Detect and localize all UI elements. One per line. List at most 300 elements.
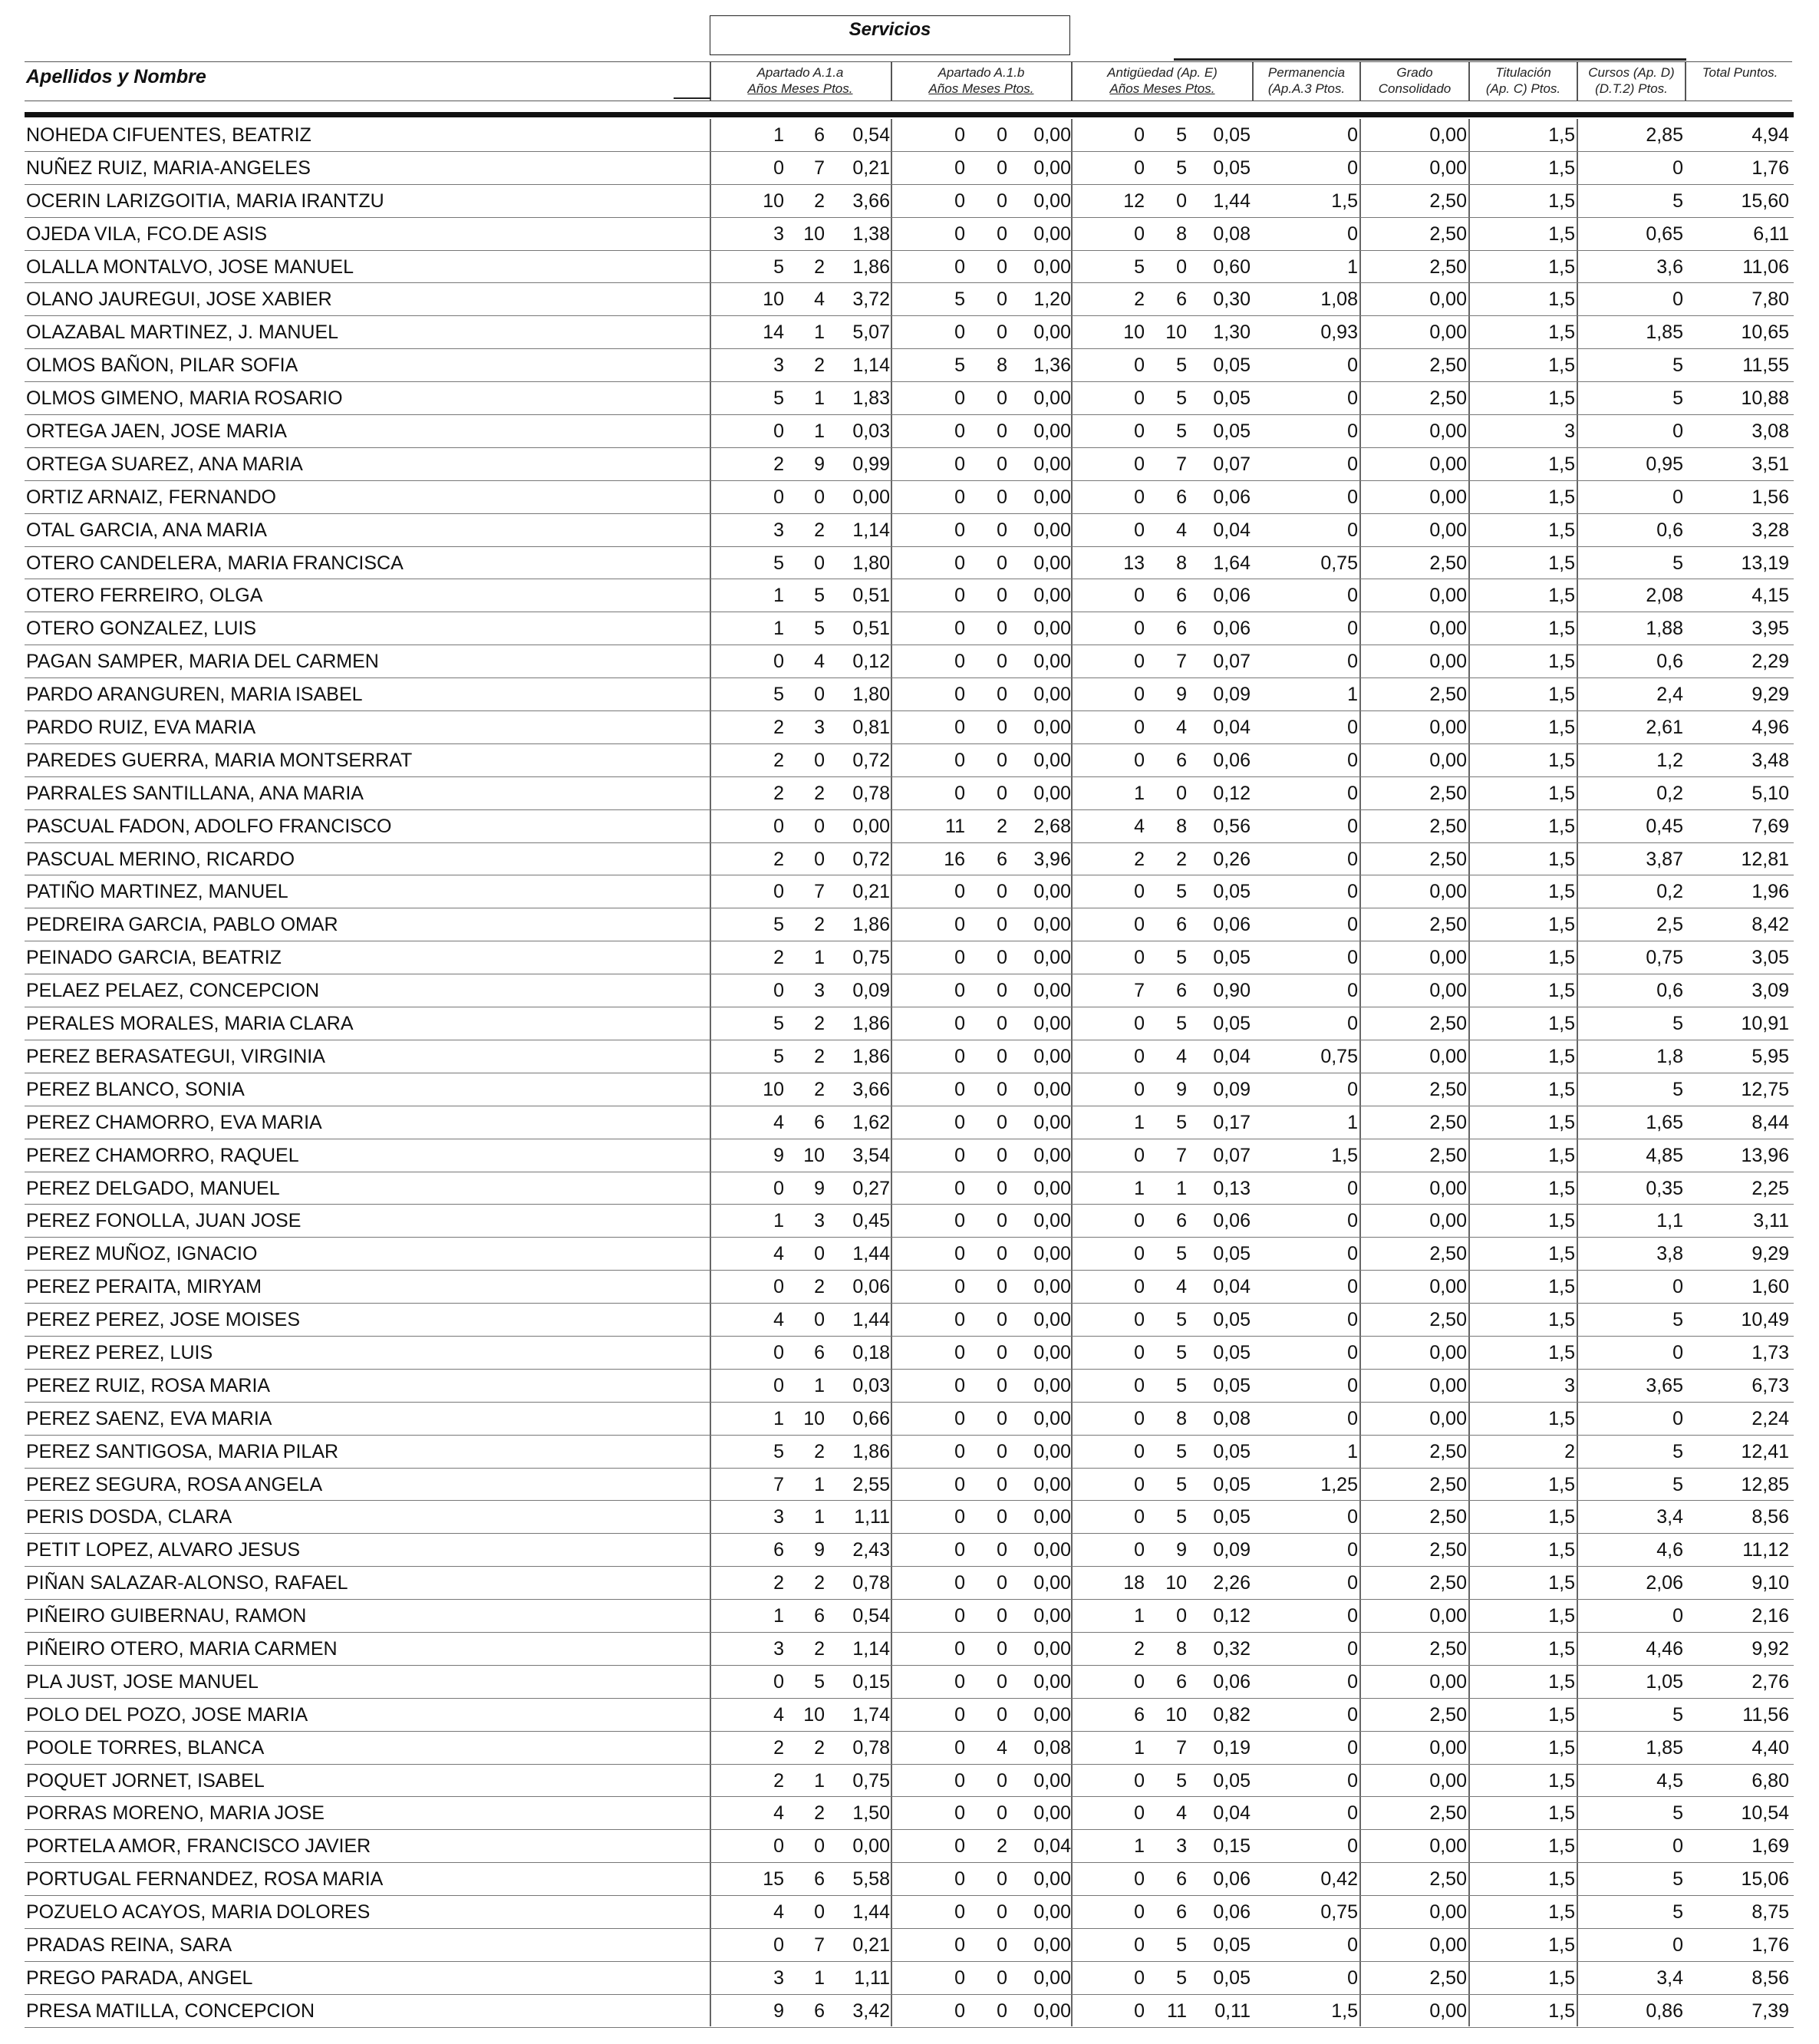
cell-cursos: 0: [1672, 1407, 1683, 1429]
cell-antig-ptos: 0,05: [1213, 1506, 1251, 1528]
cell-total: 8,42: [1751, 914, 1789, 936]
cell-antig-ptos: 0,05: [1213, 1243, 1251, 1265]
header-line-2: Consolidado: [1378, 81, 1452, 96]
cell-titulacion: 1,5: [1548, 453, 1575, 475]
cell-a1b-meses: 0: [997, 1341, 1007, 1363]
cell-nombre: PEINADO GARCIA, BEATRIZ: [26, 947, 282, 969]
cell-cursos: 2,08: [1646, 585, 1683, 607]
cell-grado: 0,00: [1429, 1769, 1467, 1792]
cell-permanencia: 0,75: [1320, 1045, 1358, 1067]
cell-grado: 0,00: [1429, 1736, 1467, 1759]
cell-antig-ptos: 0,11: [1214, 1999, 1251, 2022]
cell-total: 3,09: [1751, 980, 1789, 1002]
cell-total: 8,56: [1751, 1506, 1789, 1528]
cell-a1b-anos: 0: [954, 190, 965, 212]
cell-grado: 2,50: [1429, 1144, 1467, 1166]
cell-cursos: 0: [1672, 1605, 1683, 1627]
cell-a1a-anos: 2: [773, 848, 784, 870]
cell-a1a-ptos: 5,58: [852, 1868, 890, 1891]
cell-titulacion: 1,5: [1548, 157, 1575, 179]
cell-a1b-ptos: 0,00: [1033, 1802, 1071, 1825]
cell-permanencia: 0: [1347, 519, 1358, 541]
cell-a1a-meses: 5: [814, 1670, 825, 1693]
cell-a1a-anos: 0: [773, 651, 784, 673]
cell-nombre: PASCUAL MERINO, RICARDO: [26, 848, 295, 870]
cell-a1a-ptos: 0,78: [852, 1736, 890, 1759]
cell-a1b-anos: 0: [954, 914, 965, 936]
table-row: [25, 1666, 1794, 1699]
cell-a1a-anos: 2: [773, 717, 784, 739]
cell-nombre: PORRAS MORENO, MARIA JOSE: [26, 1802, 325, 1825]
cell-total: 8,44: [1751, 1111, 1789, 1133]
cell-antig-meses: 5: [1176, 1440, 1187, 1462]
column-header-cursos: [1580, 64, 1683, 97]
cell-antig-meses: 6: [1176, 980, 1187, 1002]
cell-a1b-meses: 4: [997, 1736, 1007, 1759]
cell-permanencia: 0: [1347, 354, 1358, 377]
cell-antig-meses: 7: [1176, 1144, 1187, 1166]
cell-antig-meses: 5: [1176, 1769, 1187, 1792]
cell-a1a-anos: 4: [773, 1309, 784, 1331]
cell-a1a-meses: 6: [814, 1341, 825, 1363]
cell-a1a-anos: 10: [763, 1078, 784, 1100]
cell-antig-meses: 9: [1176, 1539, 1187, 1561]
cell-antig-anos: 0: [1134, 1769, 1145, 1792]
cell-titulacion: 1,5: [1548, 1769, 1575, 1792]
cell-grado: 2,50: [1429, 1243, 1467, 1265]
cell-titulacion: 1,5: [1548, 585, 1575, 607]
cell-a1a-ptos: 0,66: [852, 1407, 890, 1429]
cell-cursos: 5: [1672, 1901, 1683, 1924]
cell-antig-anos: 0: [1134, 1473, 1145, 1495]
cell-cursos: 1,05: [1646, 1670, 1683, 1693]
cell-antig-meses: 0: [1176, 190, 1187, 212]
cell-cursos: 1,65: [1646, 1111, 1683, 1133]
cell-total: 10,54: [1741, 1802, 1789, 1825]
cell-total: 7,39: [1751, 1999, 1789, 2022]
cell-total: 10,65: [1741, 321, 1789, 344]
cell-antig-anos: 2: [1134, 288, 1145, 311]
table-row: [25, 645, 1794, 678]
cell-a1a-meses: 0: [814, 1243, 825, 1265]
cell-titulacion: 1,5: [1548, 486, 1575, 508]
cell-antig-meses: 11: [1167, 1999, 1187, 2022]
cell-cursos: 1,85: [1646, 1736, 1683, 1759]
cell-antig-ptos: 0,05: [1213, 1341, 1251, 1363]
cell-total: 9,29: [1751, 684, 1789, 706]
cell-permanencia: 1,5: [1331, 1144, 1358, 1166]
cell-antig-ptos: 0,82: [1213, 1703, 1251, 1726]
header-line-1: Permanencia: [1267, 65, 1346, 80]
cell-total: 3,95: [1751, 618, 1789, 640]
cell-a1b-ptos: 0,00: [1033, 1210, 1071, 1232]
cell-grado: 0,00: [1429, 717, 1467, 739]
cell-a1a-ptos: 0,21: [852, 881, 890, 903]
cell-antig-anos: 1: [1134, 1177, 1145, 1199]
cell-nombre: PEREZ DELGADO, MANUEL: [26, 1177, 280, 1199]
cell-a1b-meses: 0: [997, 1967, 1007, 1989]
cell-a1a-meses: 1: [814, 1473, 825, 1495]
cell-total: 12,41: [1741, 1440, 1789, 1462]
cell-a1a-meses: 2: [814, 1440, 825, 1462]
cell-a1b-ptos: 0,00: [1033, 749, 1071, 771]
cell-total: 11,06: [1742, 256, 1789, 278]
cell-cursos: 2,85: [1646, 124, 1683, 146]
cell-a1a-anos: 3: [773, 1637, 784, 1660]
cell-cursos: 1,85: [1646, 321, 1683, 344]
table-row: [25, 481, 1794, 514]
cell-a1b-anos: 0: [954, 1013, 965, 1035]
cell-grado: 2,50: [1429, 190, 1467, 212]
cell-permanencia: 0: [1347, 881, 1358, 903]
cell-a1a-anos: 0: [773, 1670, 784, 1693]
cell-total: 6,73: [1751, 1374, 1789, 1396]
table-row: [25, 908, 1794, 941]
table-row: [25, 1304, 1794, 1337]
cell-a1b-anos: 0: [954, 1539, 965, 1561]
cell-a1b-meses: 0: [997, 1243, 1007, 1265]
cell-a1a-ptos: 0,72: [852, 848, 890, 870]
table-row: [25, 1534, 1794, 1567]
cell-permanencia: 0: [1347, 453, 1358, 475]
cell-a1a-ptos: 1,62: [852, 1111, 890, 1133]
cell-a1b-ptos: 0,00: [1033, 124, 1071, 146]
cell-permanencia: 0: [1347, 223, 1358, 245]
cell-a1a-anos: 7: [773, 1473, 784, 1495]
cell-antig-meses: 5: [1176, 1506, 1187, 1528]
cell-grado: 2,50: [1429, 223, 1467, 245]
cell-antig-ptos: 0,08: [1213, 1407, 1251, 1429]
cell-titulacion: 1,5: [1548, 1078, 1575, 1100]
cell-a1a-ptos: 1,86: [852, 256, 890, 278]
cell-titulacion: 1,5: [1548, 288, 1575, 311]
cell-nombre: OCERIN LARIZGOITIA, MARIA IRANTZU: [26, 190, 384, 212]
cell-a1a-anos: 0: [773, 486, 784, 508]
cell-permanencia: 0: [1347, 387, 1358, 410]
cell-a1a-ptos: 0,45: [852, 1210, 890, 1232]
cell-antig-ptos: 0,07: [1213, 1144, 1251, 1166]
cell-a1a-meses: 2: [814, 256, 825, 278]
cell-a1b-meses: 0: [997, 1407, 1007, 1429]
cell-antig-meses: 5: [1176, 157, 1187, 179]
cell-antig-meses: 9: [1176, 1078, 1187, 1100]
cell-a1b-meses: 0: [997, 947, 1007, 969]
cell-a1a-anos: 3: [773, 1506, 784, 1528]
cell-permanencia: 0: [1347, 618, 1358, 640]
header-divider: [1577, 61, 1578, 101]
header-line-1: Total Puntos.: [1702, 65, 1778, 80]
cell-nombre: OLMOS BAÑON, PILAR SOFIA: [26, 354, 298, 377]
cell-a1b-anos: 0: [954, 1078, 965, 1100]
cell-antig-meses: 8: [1176, 1407, 1187, 1429]
cell-titulacion: 1,5: [1548, 1111, 1575, 1133]
cell-antig-meses: 5: [1176, 1934, 1187, 1956]
cell-antig-anos: 0: [1134, 1999, 1145, 2022]
cell-titulacion: 3: [1564, 420, 1575, 443]
cell-a1a-anos: 1: [773, 1407, 784, 1429]
table-row: [25, 547, 1794, 580]
cell-permanencia: 0: [1347, 947, 1358, 969]
cell-antig-anos: 0: [1134, 1341, 1145, 1363]
cell-a1b-ptos: 1,36: [1033, 354, 1071, 377]
cell-permanencia: 0: [1347, 1802, 1358, 1825]
cell-antig-ptos: 0,08: [1213, 223, 1251, 245]
cell-antig-ptos: 0,13: [1213, 1177, 1251, 1199]
cell-total: 4,96: [1751, 717, 1789, 739]
cell-cursos: 0,95: [1646, 453, 1683, 475]
servicios-header: Servicios: [710, 15, 1070, 55]
cell-antig-anos: 0: [1134, 585, 1145, 607]
cell-a1a-ptos: 0,00: [852, 486, 890, 508]
cell-a1b-ptos: 0,00: [1033, 1703, 1071, 1726]
cell-grado: 0,00: [1429, 1407, 1467, 1429]
cell-total: 2,76: [1751, 1670, 1789, 1693]
cell-titulacion: 1,5: [1548, 1506, 1575, 1528]
cell-a1b-meses: 0: [997, 387, 1007, 410]
table-row: [25, 777, 1794, 810]
cell-antig-meses: 5: [1176, 881, 1187, 903]
cell-titulacion: 1,5: [1548, 1210, 1575, 1232]
cell-a1a-ptos: 0,06: [852, 1276, 890, 1298]
cell-a1b-anos: 5: [954, 288, 965, 311]
cell-a1b-anos: 0: [954, 1440, 965, 1462]
cell-total: 5,10: [1751, 782, 1789, 804]
table-row: [25, 152, 1794, 185]
cell-a1b-anos: 0: [954, 1506, 965, 1528]
cell-titulacion: 1,5: [1548, 1572, 1575, 1594]
cell-a1a-ptos: 1,14: [852, 354, 890, 377]
cell-antig-anos: 0: [1134, 914, 1145, 936]
cell-a1a-anos: 0: [773, 1177, 784, 1199]
cell-cursos: 0: [1672, 1934, 1683, 1956]
table-row: [25, 1205, 1794, 1238]
cell-grado: 0,00: [1429, 157, 1467, 179]
cell-a1b-ptos: 0,00: [1033, 1374, 1071, 1396]
cell-a1a-ptos: 1,11: [854, 1967, 890, 1989]
cell-total: 1,73: [1751, 1341, 1789, 1363]
cell-a1b-ptos: 0,00: [1033, 453, 1071, 475]
cell-antig-meses: 7: [1176, 453, 1187, 475]
cell-a1a-anos: 2: [773, 1572, 784, 1594]
cell-antig-meses: 10: [1165, 1703, 1187, 1726]
cell-grado: 2,50: [1429, 1802, 1467, 1825]
cell-a1a-anos: 6: [773, 1539, 784, 1561]
cell-permanencia: 0: [1347, 1736, 1358, 1759]
table-row: [25, 1501, 1794, 1534]
cell-antig-meses: 9: [1176, 684, 1187, 706]
cell-antig-meses: 3: [1176, 1835, 1187, 1858]
cell-a1b-ptos: 0,00: [1033, 420, 1071, 443]
cell-antig-anos: 1: [1134, 1111, 1145, 1133]
cell-cursos: 1,88: [1646, 618, 1683, 640]
cell-a1a-ptos: 1,80: [852, 684, 890, 706]
cell-a1a-anos: 9: [773, 1999, 784, 2022]
cell-a1b-ptos: 0,00: [1033, 1539, 1071, 1561]
cell-cursos: 5: [1672, 1473, 1683, 1495]
table-row: [25, 1567, 1794, 1600]
cell-a1b-ptos: 1,20: [1033, 288, 1071, 311]
cell-grado: 0,00: [1429, 585, 1467, 607]
cell-a1b-ptos: 0,00: [1033, 1440, 1071, 1462]
cell-antig-anos: 0: [1134, 947, 1145, 969]
cell-a1a-anos: 5: [773, 256, 784, 278]
cell-a1b-ptos: 0,00: [1033, 552, 1071, 574]
cell-cursos: 5: [1672, 1802, 1683, 1825]
cell-permanencia: 0: [1347, 914, 1358, 936]
cell-antig-meses: 8: [1176, 815, 1187, 837]
cell-a1a-meses: 7: [814, 881, 825, 903]
cell-antig-meses: 6: [1176, 749, 1187, 771]
cell-grado: 2,50: [1429, 387, 1467, 410]
cell-antig-anos: 0: [1134, 1802, 1145, 1825]
cell-a1a-ptos: 1,44: [852, 1309, 890, 1331]
cell-a1b-anos: 0: [954, 585, 965, 607]
cell-a1a-ptos: 0,54: [852, 124, 890, 146]
cell-antig-meses: 0: [1176, 256, 1187, 278]
cell-grado: 0,00: [1429, 453, 1467, 475]
cell-grado: 0,00: [1429, 651, 1467, 673]
cell-a1a-meses: 2: [814, 1637, 825, 1660]
cell-antig-ptos: 0,06: [1213, 585, 1251, 607]
cell-a1a-ptos: 0,78: [852, 782, 890, 804]
cell-a1a-anos: 0: [773, 1934, 784, 1956]
cell-antig-ptos: 0,07: [1213, 651, 1251, 673]
header-line-2: Años Meses Ptos.: [747, 81, 853, 96]
cell-a1b-meses: 0: [997, 1473, 1007, 1495]
cell-a1b-anos: 0: [954, 1703, 965, 1726]
header-line-2: Años Meses Ptos.: [928, 81, 1034, 96]
cell-antig-anos: 5: [1134, 256, 1145, 278]
cell-grado: 2,50: [1429, 815, 1467, 837]
cell-antig-anos: 0: [1134, 1144, 1145, 1166]
cell-a1a-meses: 5: [814, 618, 825, 640]
cell-grado: 0,00: [1429, 519, 1467, 541]
cell-permanencia: 0: [1347, 1506, 1358, 1528]
cell-antig-anos: 0: [1134, 486, 1145, 508]
cell-a1a-anos: 10: [763, 190, 784, 212]
cell-a1a-ptos: 1,38: [852, 223, 890, 245]
cell-a1b-ptos: 0,00: [1033, 1309, 1071, 1331]
cell-titulacion: 1,5: [1548, 1144, 1575, 1166]
cell-a1a-meses: 3: [814, 980, 825, 1002]
cell-antig-meses: 10: [1165, 1572, 1187, 1594]
cell-permanencia: 0: [1347, 1637, 1358, 1660]
cell-a1b-meses: 0: [997, 519, 1007, 541]
cell-permanencia: 0: [1347, 749, 1358, 771]
cell-a1a-ptos: 0,72: [852, 749, 890, 771]
column-header-grado: [1363, 64, 1467, 97]
cell-a1a-meses: 2: [814, 1013, 825, 1035]
cell-a1a-anos: 1: [773, 124, 784, 146]
table-row: [25, 448, 1794, 481]
cell-titulacion: 1,5: [1548, 321, 1575, 344]
cell-a1a-meses: 2: [814, 354, 825, 377]
cell-grado: 2,50: [1429, 354, 1467, 377]
cell-antig-ptos: 0,17: [1213, 1111, 1251, 1133]
cell-cursos: 0: [1672, 1341, 1683, 1363]
cell-permanencia: 0,75: [1320, 552, 1358, 574]
cell-cursos: 0,75: [1646, 947, 1683, 969]
cell-antig-anos: 0: [1134, 1506, 1145, 1528]
header-line-2: (Ap.A.3 Ptos.: [1267, 81, 1346, 96]
cell-total: 10,49: [1741, 1309, 1789, 1331]
cell-antig-meses: 5: [1176, 1967, 1187, 1989]
cell-a1b-meses: 0: [997, 1868, 1007, 1891]
table-row: [25, 1106, 1794, 1139]
cell-a1b-meses: 0: [997, 552, 1007, 574]
cell-a1a-anos: 2: [773, 782, 784, 804]
cell-a1a-anos: 9: [773, 1144, 784, 1166]
cell-antig-meses: 5: [1176, 1473, 1187, 1495]
cell-nombre: PERIS DOSDA, CLARA: [26, 1506, 232, 1528]
cell-total: 8,56: [1751, 1967, 1789, 1989]
cell-antig-anos: 7: [1134, 980, 1145, 1002]
cell-a1b-meses: 0: [997, 914, 1007, 936]
cell-antig-meses: 8: [1176, 552, 1187, 574]
cell-antig-ptos: 0,05: [1213, 157, 1251, 179]
cell-grado: 2,50: [1429, 848, 1467, 870]
cell-antig-meses: 5: [1176, 1111, 1187, 1133]
cell-cursos: 0: [1672, 420, 1683, 443]
cell-a1b-anos: 0: [954, 980, 965, 1002]
cell-cursos: 2,4: [1656, 684, 1683, 706]
header-line-1: Titulación: [1495, 65, 1551, 80]
cell-antig-meses: 4: [1176, 717, 1187, 739]
cell-antig-meses: 10: [1165, 321, 1187, 344]
cell-antig-ptos: 0,09: [1213, 1078, 1251, 1100]
cell-permanencia: 1,5: [1331, 1999, 1358, 2022]
cell-a1b-ptos: 3,96: [1033, 848, 1071, 870]
cell-a1a-meses: 0: [814, 1835, 825, 1858]
cell-a1a-anos: 2: [773, 749, 784, 771]
cell-titulacion: 3: [1564, 1374, 1575, 1396]
cell-total: 12,75: [1741, 1078, 1789, 1100]
cell-total: 3,08: [1751, 420, 1789, 443]
cell-a1b-anos: 0: [954, 453, 965, 475]
cell-total: 13,96: [1741, 1144, 1789, 1166]
cell-a1b-meses: 0: [997, 157, 1007, 179]
cell-permanencia: 0: [1347, 1276, 1358, 1298]
cell-a1b-anos: 0: [954, 1967, 965, 1989]
cell-permanencia: 0: [1347, 717, 1358, 739]
header-underline: [674, 97, 710, 99]
cell-nombre: OLAZABAL MARTINEZ, J. MANUEL: [26, 321, 339, 344]
cell-antig-meses: 7: [1176, 1736, 1187, 1759]
cell-antig-ptos: 0,06: [1213, 749, 1251, 771]
cell-a1a-meses: 6: [814, 1999, 825, 2022]
cell-grado: 2,50: [1429, 1506, 1467, 1528]
cell-nombre: PATIÑO MARTINEZ, MANUEL: [26, 881, 288, 903]
cell-a1b-anos: 0: [954, 1605, 965, 1627]
cell-a1b-meses: 0: [997, 1078, 1007, 1100]
cell-a1b-meses: 0: [997, 651, 1007, 673]
cell-a1a-meses: 6: [814, 1605, 825, 1627]
cell-a1a-anos: 3: [773, 1967, 784, 1989]
cell-titulacion: 1,5: [1548, 881, 1575, 903]
cell-a1b-meses: 0: [997, 124, 1007, 146]
cell-antig-ptos: 0,60: [1213, 256, 1251, 278]
cell-antig-anos: 4: [1134, 815, 1145, 837]
cell-cursos: 0,6: [1656, 651, 1683, 673]
cell-nombre: NUÑEZ RUIZ, MARIA-ANGELES: [26, 157, 311, 179]
cell-cursos: 3,4: [1656, 1967, 1683, 1989]
header-divider: [1252, 61, 1254, 101]
cell-a1b-anos: 0: [954, 782, 965, 804]
cell-a1b-meses: 0: [997, 1999, 1007, 2022]
cell-a1b-meses: 0: [997, 1934, 1007, 1956]
cell-antig-ptos: 0,56: [1213, 815, 1251, 837]
cell-a1b-anos: 0: [954, 1309, 965, 1331]
